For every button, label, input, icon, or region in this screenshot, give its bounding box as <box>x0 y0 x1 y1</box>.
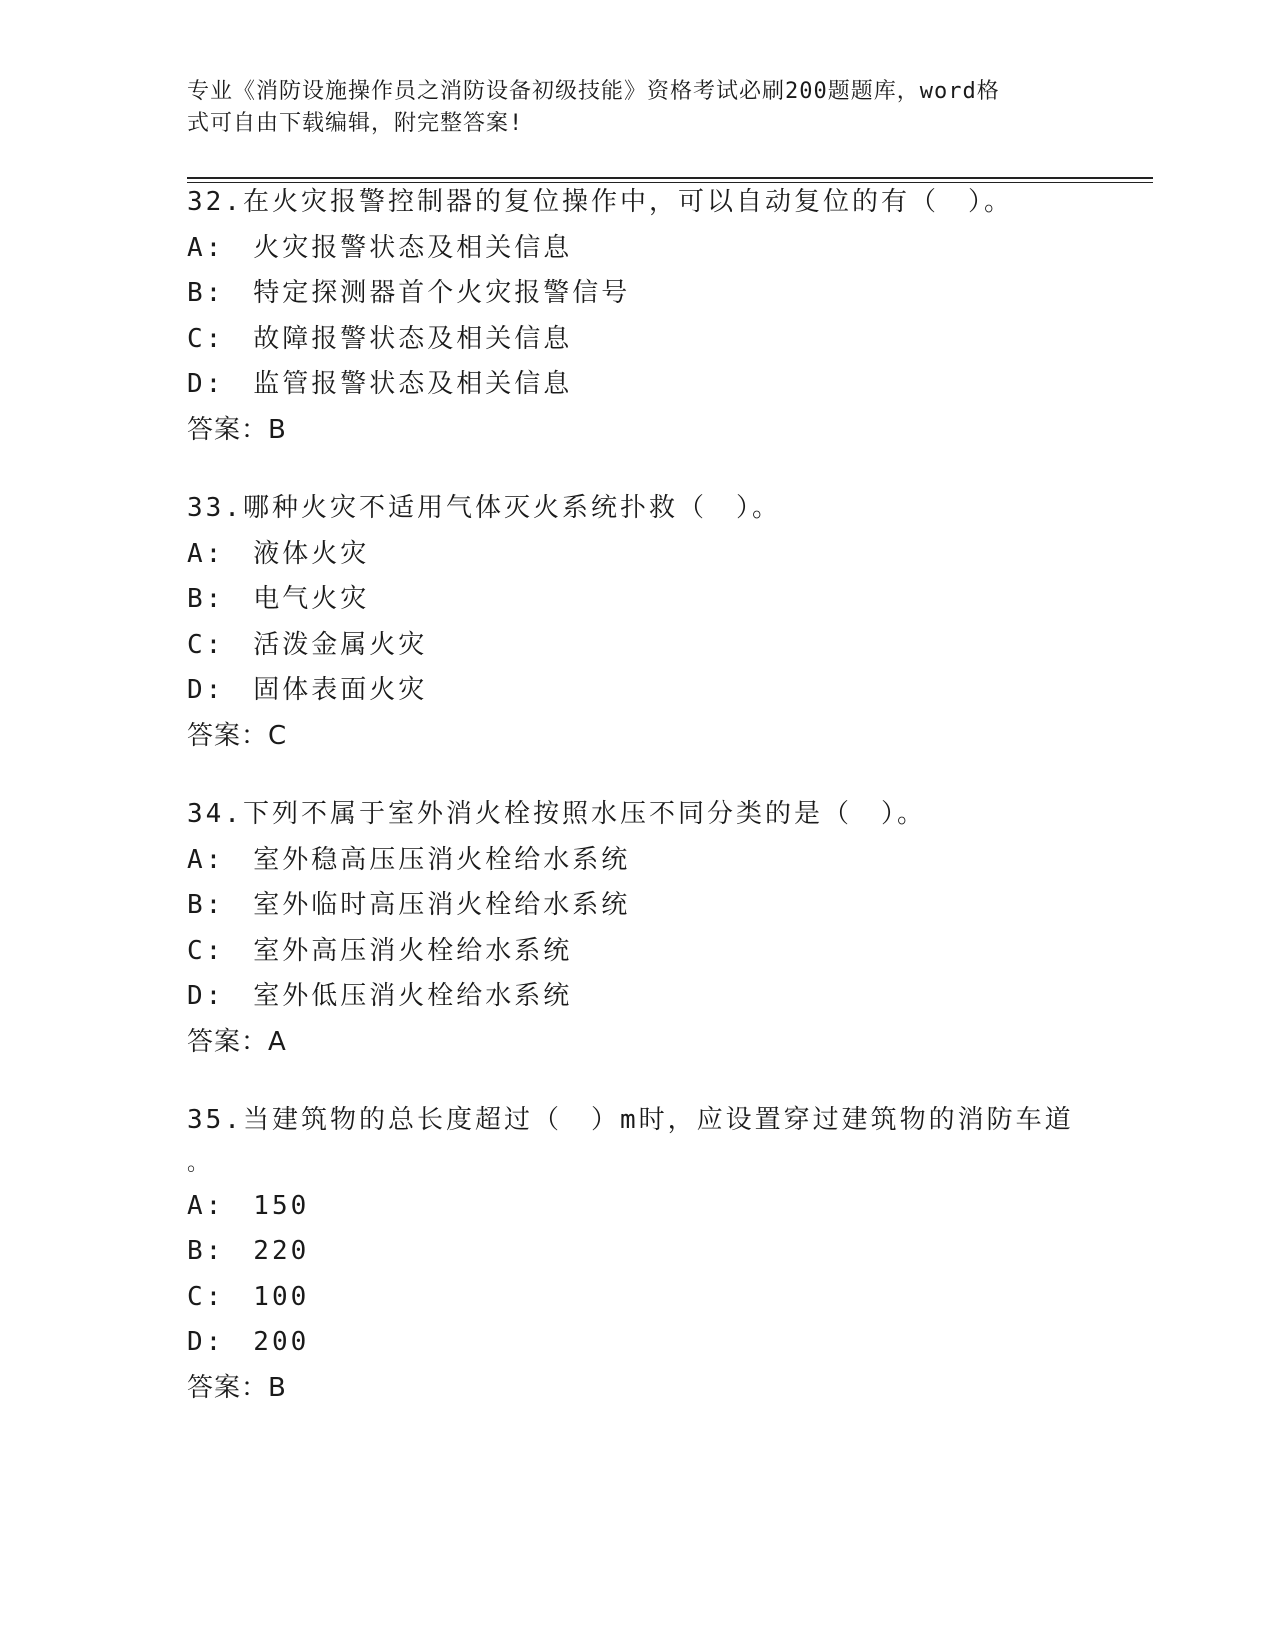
question-stem: 34.下列不属于室外消火栓按照水压不同分类的是（ ）。 <box>187 799 926 829</box>
option-c: C: 故障报警状态及相关信息 <box>187 323 573 354</box>
question-34 <box>187 792 1147 1065</box>
answer: 答案：C <box>187 720 288 751</box>
option-a: A: 150 <box>187 1190 310 1221</box>
option-b: B: 室外临时高压消火栓给水系统 <box>187 890 631 920</box>
option-a: A: 液体火灾 <box>187 538 370 569</box>
option-a: A: 室外稳高压压消火栓给水系统 <box>187 844 631 875</box>
option-c: C: 100 <box>187 1281 310 1312</box>
answer: 答案：B <box>187 1372 287 1403</box>
option-d: D: 固体表面火灾 <box>187 675 428 705</box>
option-b: B: 电气火灾 <box>187 584 370 614</box>
question-32 <box>187 180 1147 453</box>
option-b: B: 特定探测器首个火灾报警信号 <box>187 278 631 308</box>
option-d: D: 200 <box>187 1327 310 1357</box>
question-35 <box>187 1098 1147 1411</box>
option-d: D: 室外低压消火栓给水系统 <box>187 981 573 1011</box>
document-header <box>187 76 1067 140</box>
answer: 答案：B <box>187 414 287 445</box>
option-c: C: 室外高压消火栓给水系统 <box>187 935 573 966</box>
question-33 <box>187 486 1147 759</box>
question-stem: 35.当建筑物的总长度超过（ ）m时，应设置穿过建筑物的消防车道 <box>187 1105 1074 1135</box>
header-line-2: 式可自由下载编辑，附完整答案! <box>187 111 524 136</box>
header-divider-thick <box>187 177 1153 179</box>
question-stem-continuation: 。 <box>187 1150 213 1176</box>
option-a: A: 火灾报警状态及相关信息 <box>187 232 573 263</box>
question-stem: 33.哪种火灾不适用气体灭火系统扑救（ ）。 <box>187 493 781 523</box>
answer: 答案：A <box>187 1026 287 1057</box>
option-c: C: 活泼金属火灾 <box>187 629 428 660</box>
option-d: D: 监管报警状态及相关信息 <box>187 369 573 399</box>
header-line-1: 专业《消防设施操作员之消防设备初级技能》资格考试必刷200题题库，word格 <box>187 79 1000 104</box>
question-stem: 32.在火灾报警控制器的复位操作中，可以自动复位的有（ ）。 <box>187 187 1013 217</box>
option-b: B: 220 <box>187 1236 310 1266</box>
